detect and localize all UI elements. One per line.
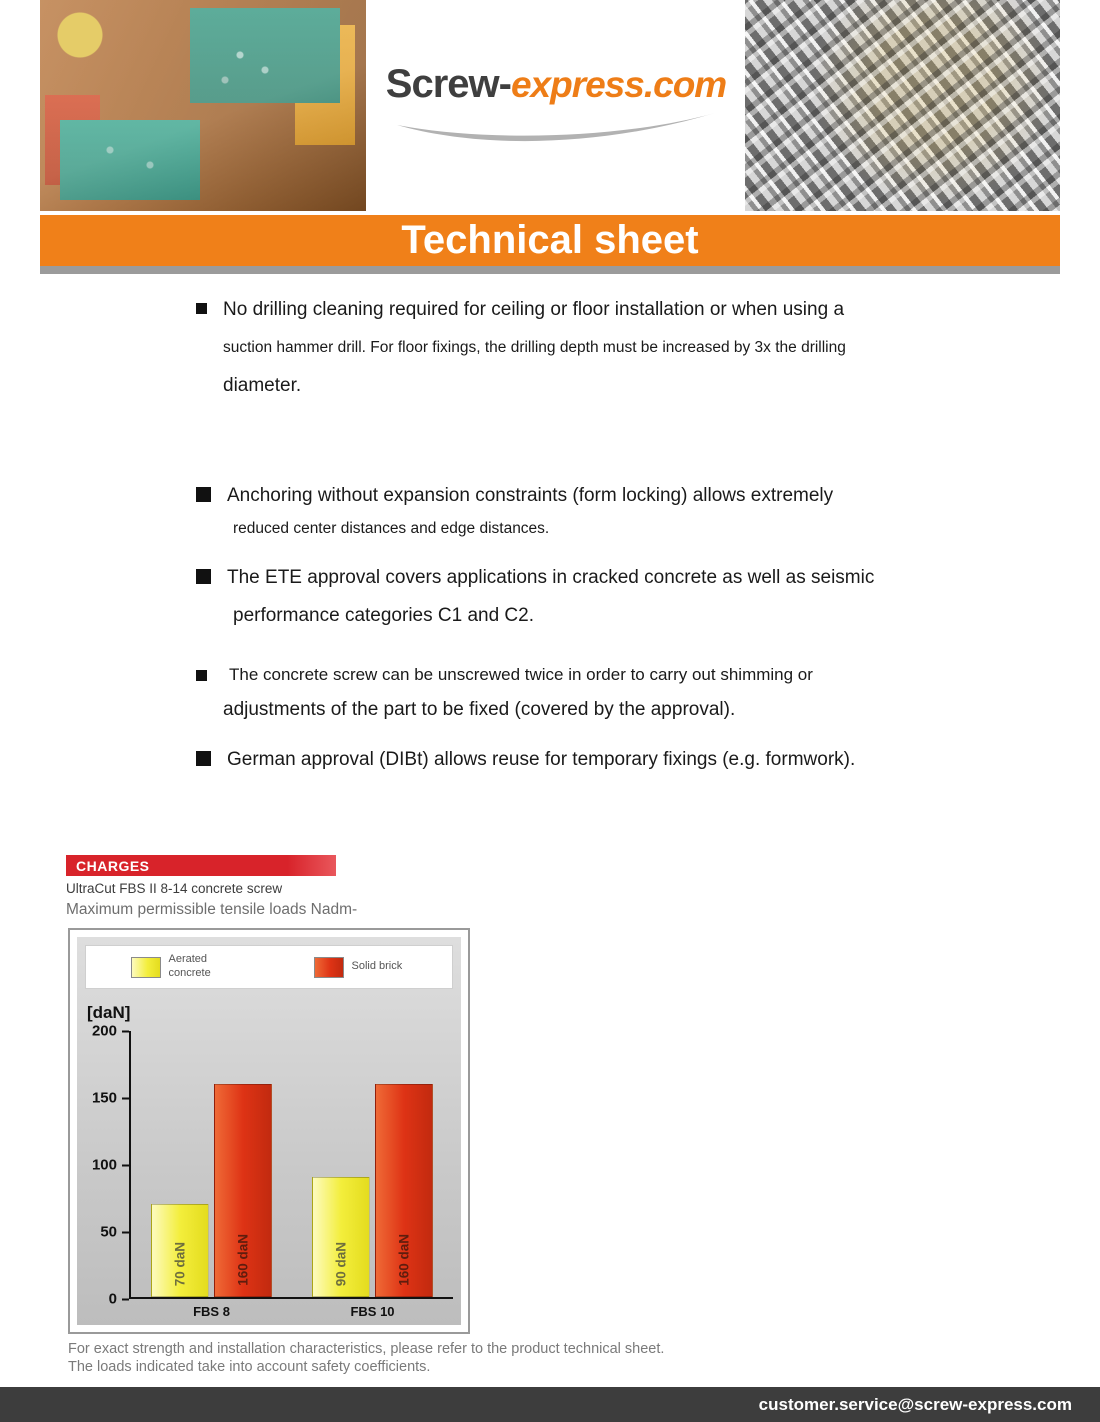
y-tick: 150 — [92, 1090, 129, 1107]
title-banner — [40, 215, 1060, 266]
bar-value-label: 160 daN — [396, 1234, 412, 1286]
list-item — [196, 564, 936, 639]
list-item — [196, 746, 936, 774]
square-bullet-icon — [196, 569, 211, 584]
footer-bar — [0, 1387, 1100, 1422]
chart-subtitle-loads: Maximum permissible tensile loads Nadm- — [66, 901, 358, 918]
bar-fbs-10-solid-brick — [375, 1084, 433, 1297]
y-tick: 100 — [92, 1157, 129, 1174]
bar-value-label: 70 daN — [172, 1241, 188, 1286]
bar-fbs-8-solid-brick — [214, 1084, 272, 1297]
legend-label: Solid brick — [351, 960, 403, 973]
y-axis-ticks — [85, 1022, 129, 1308]
legend-swatch-red — [314, 957, 344, 978]
y-tick: 0 — [109, 1291, 129, 1308]
chart-subtitle-product: UltraCut FBS II 8-14 concrete screw — [66, 881, 283, 896]
bullet-text: diameter. — [223, 375, 302, 397]
load-chart — [68, 928, 470, 1334]
chart-inner — [77, 937, 461, 1325]
chart-legend — [85, 945, 453, 989]
logo-prefix: Screw- — [385, 62, 511, 106]
y-tick: 50 — [100, 1224, 129, 1241]
legend-swatch-yellow — [131, 957, 161, 978]
bullet-text: performance categories C1 and C2. — [233, 604, 534, 626]
x-category-label: FBS 10 — [350, 1304, 395, 1319]
bar-fbs-10-aerated-concrete — [312, 1177, 370, 1297]
charges-banner — [66, 855, 336, 876]
square-bullet-icon — [196, 670, 207, 681]
logo-swoosh-icon — [391, 109, 721, 145]
legend-label: Aerated concrete — [168, 953, 211, 979]
x-axis-labels — [131, 1299, 453, 1319]
bar-group-fbs-8 — [131, 1031, 292, 1297]
bullet-text: German approval (DIBt) allows reuse for temporary fixings (e.g. formwork). — [227, 748, 856, 770]
legend-item-aerated-concrete — [131, 953, 225, 981]
bar-fbs-8-aerated-concrete — [151, 1204, 209, 1297]
y-axis-unit-label: [daN] — [87, 1003, 131, 1022]
bar-value-label: 160 daN — [235, 1234, 251, 1286]
footer-note: For exact strength and installation characteristics, please refer to the product technical sheet. — [68, 1341, 665, 1357]
legend-item-solid-brick — [314, 957, 408, 978]
list-item — [196, 296, 936, 412]
square-bullet-icon — [196, 303, 207, 314]
bar-groups — [131, 1031, 453, 1297]
logo-suffix: express.com — [510, 64, 727, 105]
bullet-text: No drilling cleaning required for ceiling or floor installation or when using a — [223, 299, 845, 320]
customer-service-email-link[interactable]: customer.service@screw-express.com — [758, 1394, 1072, 1414]
page-title: Technical sheet — [401, 218, 699, 262]
y-tick: 200 — [92, 1023, 129, 1040]
plot-row — [85, 1022, 453, 1308]
banner-underline — [40, 266, 1060, 274]
screws-photo — [745, 0, 1060, 211]
list-item — [196, 663, 936, 731]
footer-note: The loads indicated take into account safety coefficients. — [68, 1359, 431, 1375]
charges-title: CHARGES — [76, 857, 150, 874]
plot-area — [129, 1031, 453, 1299]
bar-group-fbs-10 — [292, 1031, 453, 1297]
bar-value-label: 90 daN — [333, 1241, 349, 1286]
logo — [366, 62, 746, 145]
list-item — [196, 482, 936, 542]
bullet-text: Anchoring without expansion constraints (form locking) allows extremely — [227, 484, 834, 506]
bullet-text: The ETE approval covers applications in cracked concrete as well as seismic — [227, 567, 875, 589]
x-category-label: FBS 8 — [193, 1304, 230, 1319]
square-bullet-icon — [196, 487, 211, 502]
bullet-list — [196, 296, 936, 773]
bullet-text: The concrete screw can be unscrewed twice in order to carry out shimming or — [229, 665, 813, 685]
square-bullet-icon — [196, 751, 211, 766]
bullet-text: adjustments of the part to be fixed (covered by the approval). — [223, 698, 736, 720]
workbench-photo — [40, 0, 366, 211]
bullet-text: reduced center distances and edge distances. — [233, 520, 550, 538]
bullet-text: suction hammer drill. For floor fixings, the drilling depth must be increased by 3x the drilling — [223, 338, 846, 356]
